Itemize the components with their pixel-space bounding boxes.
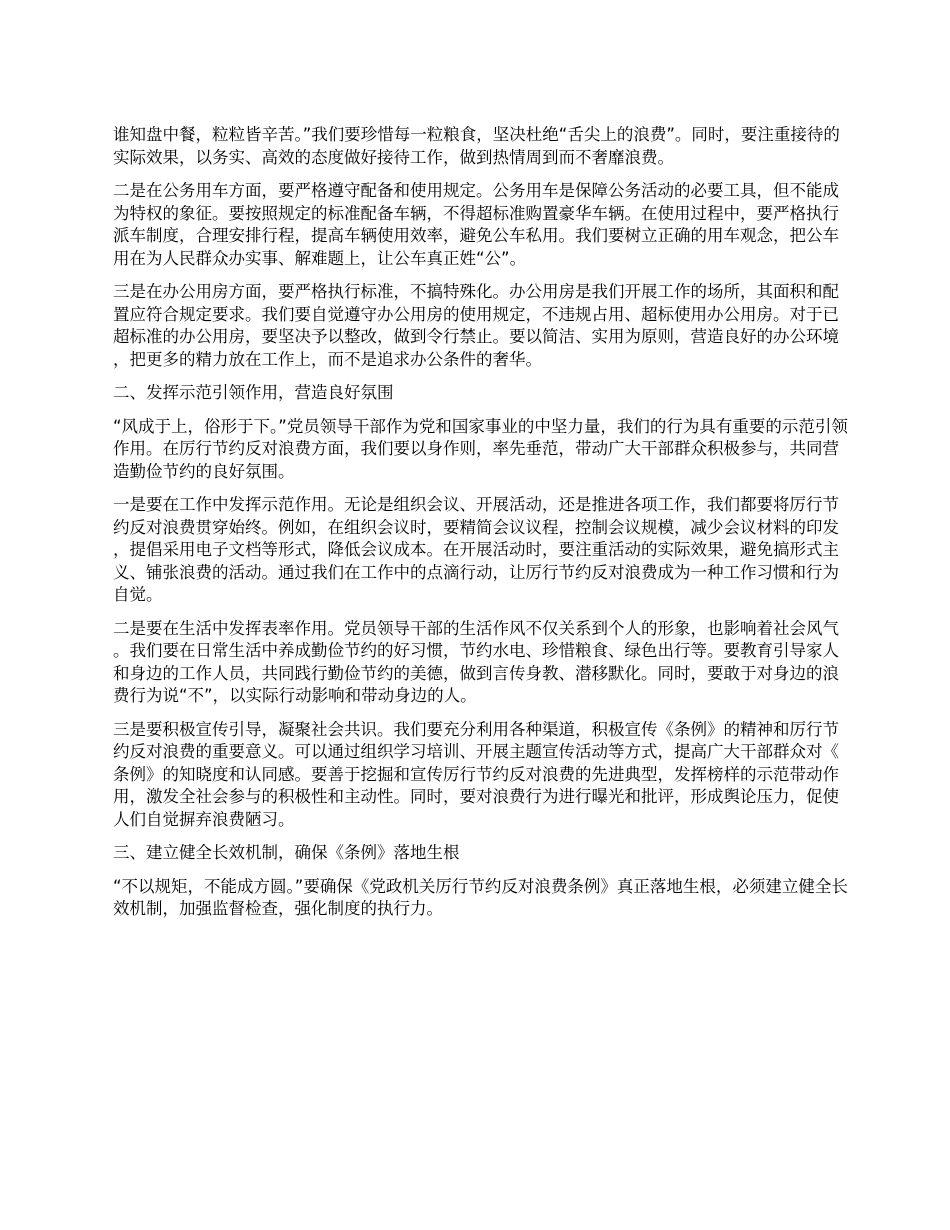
paragraph-leading-example: “风成于上，俗形于下。”党员领导干部作为党和国家事业的中坚力量，我们的行为具有重要的示范引领作用。在厉行节约反对浪费方面，我们要以身作则，率先垂范，带动广大干部群众积极参与，共同营造勤俭节约的良好氛围。: [113, 416, 848, 481]
paragraph-reception: 谁知盘中餐，粒粒皆辛苦。”我们要珍惜每一粒粮食，坚决杜绝“舌尖上的浪费”。同时，要注重接待的实际效果，以务实、高效的态度做好接待工作，做到热情周到而不奢靡浪费。: [113, 125, 840, 167]
document-body: [113, 124, 855, 932]
section-heading-2: 二、发挥示范引领作用，营造良好氛围: [113, 383, 394, 402]
paragraph-long-term-mechanism: “不以规矩，不能成方圆。”要确保《党政机关厉行节约反对浪费条例》真正落地生根，必须建立健全长效机制，加强监督检查，强化制度的执行力。: [113, 876, 848, 918]
paragraph-work-example: 一是要在工作中发挥示范作用。无论是组织会议、开展活动，还是推进各项工作，我们都要将厉行节约反对浪费贯穿始终。例如，在组织会议时，要精简会议议程，控制会议规模，减少会议材料的印发，提倡采用电子文档等形式，降低会议成本。在开展活动时，要注重活动的实际效果，避免搞形式主义、铺张浪费的活动。通过我们在工作中的点滴行动，让厉行节约反对浪费成为一种工作习惯和行为自觉。: [113, 495, 839, 604]
paragraph-publicity: 三是要积极宣传引导，凝聚社会共识。我们要充分利用各种渠道，积极宣传《条例》的精神和厉行节约反对浪费的重要意义。可以通过组织学习培训、开展主题宣传活动等方式，提高广大干部群众对《条例》的知晓度和认同感。要善于挖掘和宣传厉行节约反对浪费的先进典型，发挥榜样的示范带动作用，激发全社会参与的积极性和主动性。同时，要对浪费行为进行曝光和批评，形成舆论压力，促使人们自觉摒弃浪费陋习。: [113, 719, 839, 829]
section-heading-3: 三、建立健全长效机制，确保《条例》落地生根: [113, 843, 460, 862]
paragraph-official-vehicles: 二是在公务用车方面，要严格遵守配备和使用规定。公务用车是保障公务活动的必要工具，但不能成为特权的象征。要按照规定的标准配备车辆，不得超标准购置豪华车辆。在使用过程中，要严格执行派车制度，合理安排行程，提高车辆使用效率，避免公车私用。我们要树立正确的用车观念，把公车用在为人民群众办实事、解难题上，让公车真正姓“公”。: [113, 181, 839, 268]
paragraph-office-space: 三是在办公用房方面，要严格执行标准，不搞特殊化。办公用房是我们开展工作的场所，其面积和配置应符合规定要求。我们要自觉遵守办公用房的使用规定，不违规占用、超标使用办公用房。对于已超标准的办公用房，要坚决予以整改，做到令行禁止。要以简洁、实用为原则，营造良好的办公环境，把更多的精力放在工作上，而不是追求办公条件的奢华。: [113, 282, 839, 369]
paragraph-life-example: 二是要在生活中发挥表率作用。党员领导干部的生活作风不仅关系到个人的形象，也影响着社会风气。我们要在日常生活中养成勤俭节约的好习惯，节约水电、珍惜粮食、绿色出行等。要教育引导家人和身边的工作人员，共同践行勤俭节约的美德，做到言传身教、潜移默化。同时，要敢于对身边的浪费行为说“不”，以实际行动影响和带动身边的人。: [113, 618, 839, 705]
